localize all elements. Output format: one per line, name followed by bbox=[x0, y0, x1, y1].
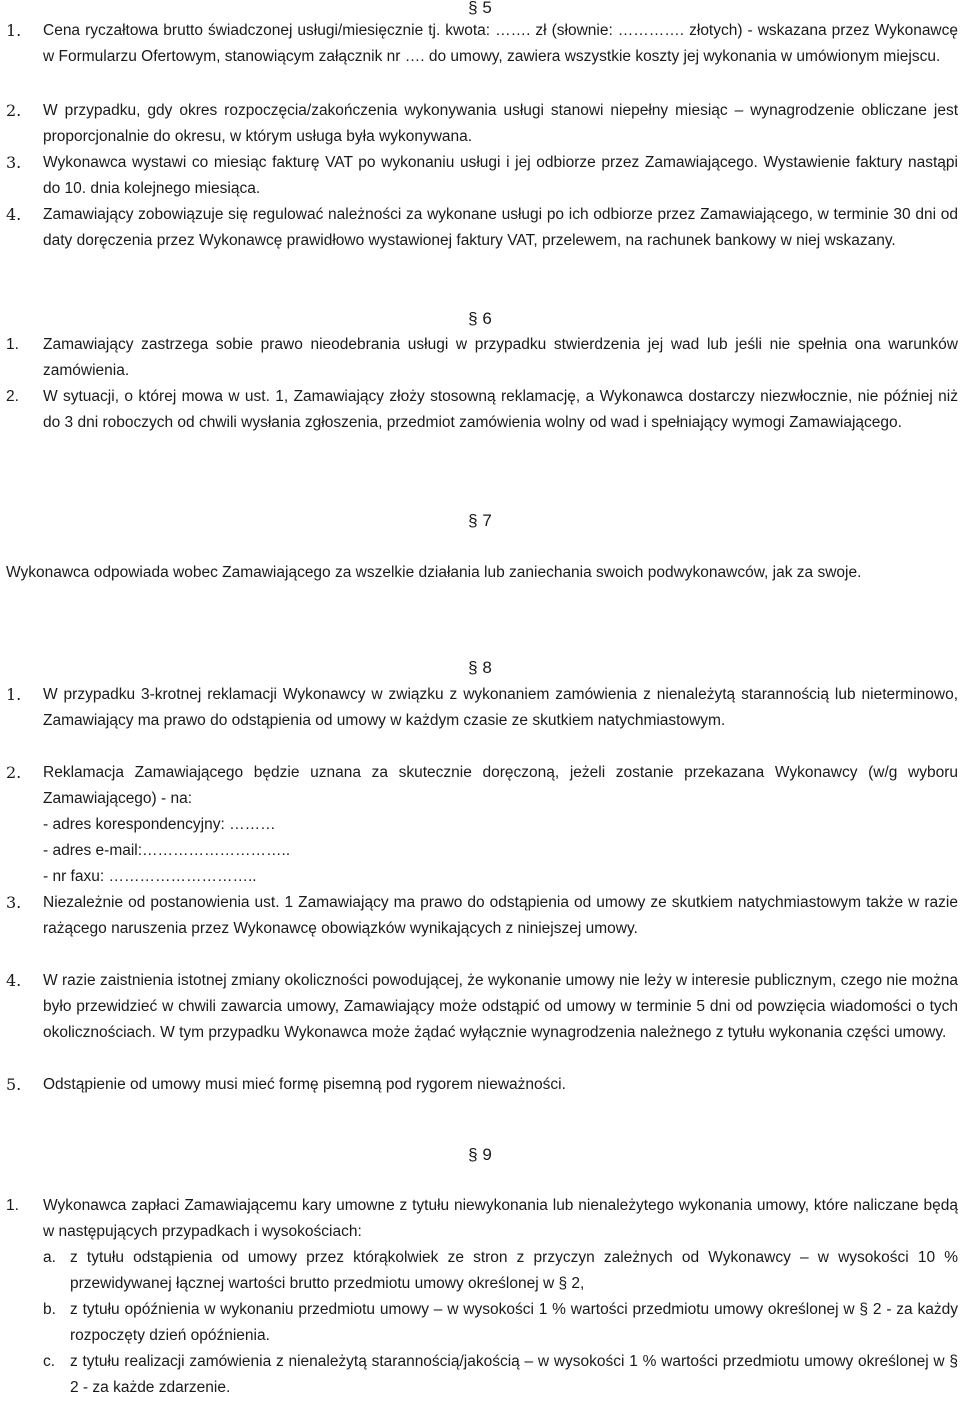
s8-item-5 bbox=[6, 1072, 958, 1098]
item-number: 2. bbox=[6, 101, 22, 120]
item-number: 4. bbox=[6, 971, 22, 990]
item-text bbox=[43, 760, 958, 890]
s5-item-4 bbox=[6, 202, 958, 254]
item-text-main: Reklamacja Zamawiającego będzie uznana za skutecznie doręczoną, jeżeli zostanie przekazana Wykonawcy (w/g wyboru Zamawiającego) - na: bbox=[43, 764, 958, 807]
s7-paragraph: Wykonawca odpowiada wobec Zamawiającego za wszelkie działania lub zaniechania swoich podwykonawców, jak za swoje. bbox=[6, 564, 862, 581]
subitem-letter: b. bbox=[43, 1301, 56, 1318]
s9-item-1 bbox=[6, 1193, 958, 1245]
s8-item-1 bbox=[6, 682, 958, 734]
item-text: W przypadku 3-krotnej reklamacji Wykonawcy w związku z wykonaniem zamówienia z nienależytą starannością lub nieterminowo, Zamawiający ma prawo do odstąpienia od umowy w każdym czasie ze skutkiem natychmiastowym. bbox=[43, 686, 958, 729]
item-number: 2. bbox=[6, 763, 22, 782]
s5-item-3 bbox=[6, 150, 958, 202]
item-number: 5. bbox=[6, 1075, 22, 1094]
s9-subitem-b bbox=[43, 1297, 958, 1349]
item-number: 3. bbox=[6, 893, 22, 912]
item-number: 1. bbox=[6, 336, 19, 353]
item-text: W sytuacji, o której mowa w ust. 1, Zamawiający złoży stosowną reklamację, a Wykonawca dostarczy niezwłocznie, nie później niż do 3 dni roboczych od chwili wysłania zgłoszenia, przedmiot zamówienia wolny od wad i spełniający wymogi Zamawiającego. bbox=[43, 388, 958, 431]
contact-email-address: - adres e-mail:……………………….. bbox=[43, 842, 291, 859]
subitem-text: z tytułu opóźnienia w wykonaniu przedmiotu umowy – w wysokości 1 % wartości przedmiotu umowy określonej w § 2 - za każdy rozpoczęty dzień opóźnienia. bbox=[70, 1301, 958, 1344]
section-9-heading: § 9 bbox=[468, 1145, 492, 1164]
s5-item-2 bbox=[6, 98, 958, 150]
item-text: W przypadku, gdy okres rozpoczęcia/zakończenia wykonywania usługi stanowi niepełny miesiąc – wynagrodzenie obliczane jest proporcjonalnie do okresu, w którym usługa była wykonywana. bbox=[43, 102, 958, 145]
s6-item-2 bbox=[6, 384, 958, 436]
item-text: Cena ryczałtowa brutto świadczonej usługi/miesięcznie tj. kwota: ……. zł (słownie: …………. złotych) - wskazana przez Wykonawcę w Formularzu Ofertowym, stanowiącym załącznik nr …. do umowy, zawiera wszystkie koszty jej wykonania w umówionym miejscu. bbox=[43, 22, 958, 65]
item-text: Wykonawca wystawi co miesiąc fakturę VAT po wykonaniu usługi i jej odbiorze przez Zamawiającego. Wystawienie faktury nastąpi do 10. dnia kolejnego miesiąca. bbox=[43, 154, 958, 197]
item-text: W razie zaistnienia istotnej zmiany okoliczności powodującej, że wykonanie umowy nie leży w interesie publicznym, czego nie można było przewidzieć w chwili zawarcia umowy, Zamawiający może odstąpić od umowy w terminie 5 dni od powzięcia wiadomości o tych okolicznościach. W tym przypadku Wykonawca może żądać wyłącznie wynagrodzenia należnego z tytułu wykonania części umowy. bbox=[43, 972, 958, 1041]
item-number: 2. bbox=[6, 388, 19, 405]
s8-item-2 bbox=[6, 760, 958, 890]
item-number: 4. bbox=[6, 205, 22, 224]
contact-postal-address: - adres korespondencyjny: ……… bbox=[43, 816, 276, 833]
section-7-heading: § 7 bbox=[468, 511, 492, 530]
item-number: 3. bbox=[6, 153, 22, 172]
item-number: 1. bbox=[6, 685, 22, 704]
s9-subitem-c bbox=[43, 1349, 958, 1401]
s9-subitem-a bbox=[43, 1245, 958, 1297]
item-text: Niezależnie od postanowienia ust. 1 Zamawiający ma prawo do odstąpienia od umowy ze skutkiem natychmiastowym także w razie rażącego naruszenia przez Wykonawcę obowiązków wynikających z niniejszej umowy. bbox=[43, 894, 958, 937]
item-text: Zamawiający zobowiązuje się regulować należności za wykonane usługi po ich odbiorze przez Zamawiającego, w terminie 30 dni od daty doręczenia przez Wykonawcę prawidłowo wystawionej faktury VAT, przelewem, na rachunek bankowy w niej wskazany. bbox=[43, 206, 958, 249]
section-6-heading: § 6 bbox=[468, 309, 492, 328]
subitem-letter: a. bbox=[43, 1249, 56, 1266]
s6-item-1 bbox=[6, 332, 958, 384]
item-number: 1. bbox=[6, 21, 22, 40]
item-text: Odstąpienie od umowy musi mieć formę pisemną pod rygorem nieważności. bbox=[43, 1076, 566, 1093]
subitem-text: z tytułu realizacji zamówienia z nienależytą starannością/jakością – w wysokości 1 % wartości przedmiotu umowy określonej w § 2 - za każde zdarzenie. bbox=[70, 1353, 958, 1396]
contact-fax-number: - nr faxu: ……………………….. bbox=[43, 868, 257, 885]
subitem-letter: c. bbox=[43, 1353, 56, 1370]
s8-item-3 bbox=[6, 890, 958, 942]
item-text: Wykonawca zapłaci Zamawiającemu kary umowne z tytułu niewykonania lub nienależytego wykonania umowy, które naliczane będą w następujących przypadkach i wysokościach: bbox=[43, 1197, 958, 1240]
section-8-heading: § 8 bbox=[468, 658, 492, 677]
s5-item-1 bbox=[6, 18, 958, 70]
subitem-text: z tytułu odstąpienia od umowy przez którąkolwiek ze stron z przyczyn zależnych od Wykonawcy – w wysokości 10 % przewidywanej łącznej wartości brutto przedmiotu umowy określonej w § 2, bbox=[70, 1249, 958, 1292]
s8-item-4 bbox=[6, 968, 958, 1046]
item-number: 1. bbox=[6, 1197, 19, 1214]
item-text: Zamawiający zastrzega sobie prawo nieodebrania usługi w przypadku stwierdzenia jej wad lub jeśli nie spełnia ona warunków zamówienia. bbox=[43, 336, 958, 379]
section-5-heading: § 5 bbox=[468, 0, 492, 17]
